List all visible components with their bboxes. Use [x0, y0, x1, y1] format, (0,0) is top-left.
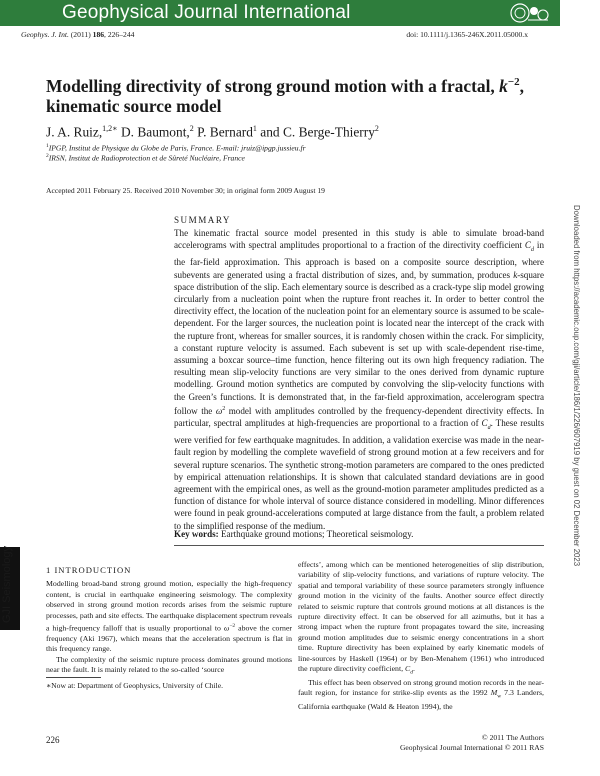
paragraph: Modelling broad-band strong ground motion, especially the high-frequency content, is crucial in earthquake engineering seismology. The complexity observed in strong ground motion records arises from the seismic rupture processes, path and site effects. The earthquake displacement spectrum reveals a high-frequency falloff that is usually proportional to $\omega^{-2}$ above the corner frequency (Aki 1967), which means that the acceleration spectrum is flat in this frequency range. — [46, 579, 292, 654]
section-heading: 1 INTRODUCTION — [46, 565, 132, 575]
citation: Geophys. J. Int. (2011) 186, 226–244 — [21, 30, 135, 39]
paragraph: effects’, among which can be mentioned heterogeneities of slip distribution, variability of slip-velocity functions, and variations of rupture velocity. The spatial and temporal variability of these source parameters strongly influence ground motion in the vicinity of the faults. Another source effect directly related to seismic rupture that controls ground motions at all distances is the rupture directivity effect. It can be observed for all azimuths, but it has a strong impact when the rupture front propagates toward the site, increasing ground motion amplitudes due to seismic energy concentrations in a short time. Rupture directivity has been explained by early kinematic models of line-sources by Haskell (1964) or by Ben-Menahem (1961) who introduced the rupture directivity coefficient, $C_d$. — [298, 560, 544, 676]
affiliation-2: $^2$IRSN, Institut de Radioprotection et de Sûreté Nucléaire, France — [46, 153, 245, 163]
page-number: 226 — [46, 735, 60, 745]
divider — [174, 545, 544, 546]
paragraph: The complexity of the seismic rupture process dominates ground motions near the fault. It is mainly related to the so-called ‘source — [46, 654, 292, 675]
journal-banner — [0, 0, 560, 26]
copyright-journal: Geophysical Journal International © 2011 RAS — [399, 743, 544, 752]
affiliation-1: $^1$IPGP, Institut de Physique du Globe de Paris, France. E-mail: jruiz@ipgp.jussieu.fr — [46, 143, 306, 153]
accepted-line: Accepted 2011 February 25. Received 2010 November 30; in original form 2009 August 19 — [46, 186, 325, 195]
journal-logo-icon — [508, 1, 552, 25]
journal-name: Geophysical Journal International — [62, 2, 351, 23]
doi[interactable]: doi: 10.1111/j.1365-246X.2011.05000.x — [406, 30, 528, 39]
authors: J. A. Ruiz,$^{1,2∗}$ D. Baumont,$^2$ P. Bernard$^1$ and C. Berge-Thierry$^2$ — [46, 124, 379, 140]
paper-title: Modelling directivity of strong ground motion with a fractal, $k^{-2}$, kinematic source model — [46, 75, 524, 116]
paragraph: This effect has been observed on strong ground motion records in the near-fault region, for instance for strike-slip events as the 1992 $M_w$ 7.3 Landers, California earthquake (Wald & Heaton 1994), the — [298, 678, 544, 712]
summary-heading: SUMMARY — [174, 215, 231, 225]
summary: SUMMARY The kinematic fractal source model presented in this study is able to simulate broad-band accelerograms with spectral amplitudes proportional to a fraction of the directivity coefficient $C_d$ in the far-field approximation. This approach is based on a composite source description, where subevents are generated using a fractal distribution of sizes, and, by summation, produces k-square space distribution of the slip. Each elementary source is described as a crack-type slip model growing circularly from a nucleation point when the rupture front reaches it. In order to better control the directivity effect, the location of the nucleation point for an elementary source is assumed to be scale-dependent. For the larger sources, the nucleation point is located near the intercept of the crack with the rupture front, whereas for smaller sources, it is randomly chosen within the crack. For simplicity, a constant rupture velocity is assumed. Each subevent is set up with scale-dependent rise-time, assuming a boxcar source–time function, hence filtering out its own high frequency radiation. The resulting mean slip-velocity functions are very similar to the ones derived from dynamic rupture modelling. Ground motion synthetics are computed by convolving the slip-velocity functions with the Green’s functions. It is demonstrated that, in the far-field approximation, accelerogram spectra follow the $\omega^2$ model with amplitudes controlled by the frequency-dependent directivity effects. In particular, spectral amplitudes at high-frequencies are proportional to a fraction of $C_d$. These results were verified for few earthquake magnitudes. In addition, a validation exercise was made in the near-fault region by modelling the complete wavefield of strong ground motion at a few receivers and for several rupture scenarios. The synthetic strong-motion parameters are compared to the ones predicted by empirical attenuation relationships. It is shown that calculated standard deviations are in good agreement with the empirical ones, as well as the ground-motion parameter amplitudes predicted as a function of distance for whole interval of source distance considered in modelling. Minor differences were found in peak ground-accelerations computed at large distance from the fault, a problem related to the simplified response of the medium. — [174, 215, 544, 531]
footnote-rule — [46, 677, 101, 678]
keywords: Key words: Earthquake ground motions; Theoretical seismology. — [174, 529, 414, 539]
copyright-authors: © 2011 The Authors — [481, 733, 544, 742]
intro-right-column — [298, 560, 544, 713]
footnote: ∗Now at: Department of Geophysics, University of Chile. — [46, 681, 224, 690]
intro-left-column — [46, 565, 292, 676]
